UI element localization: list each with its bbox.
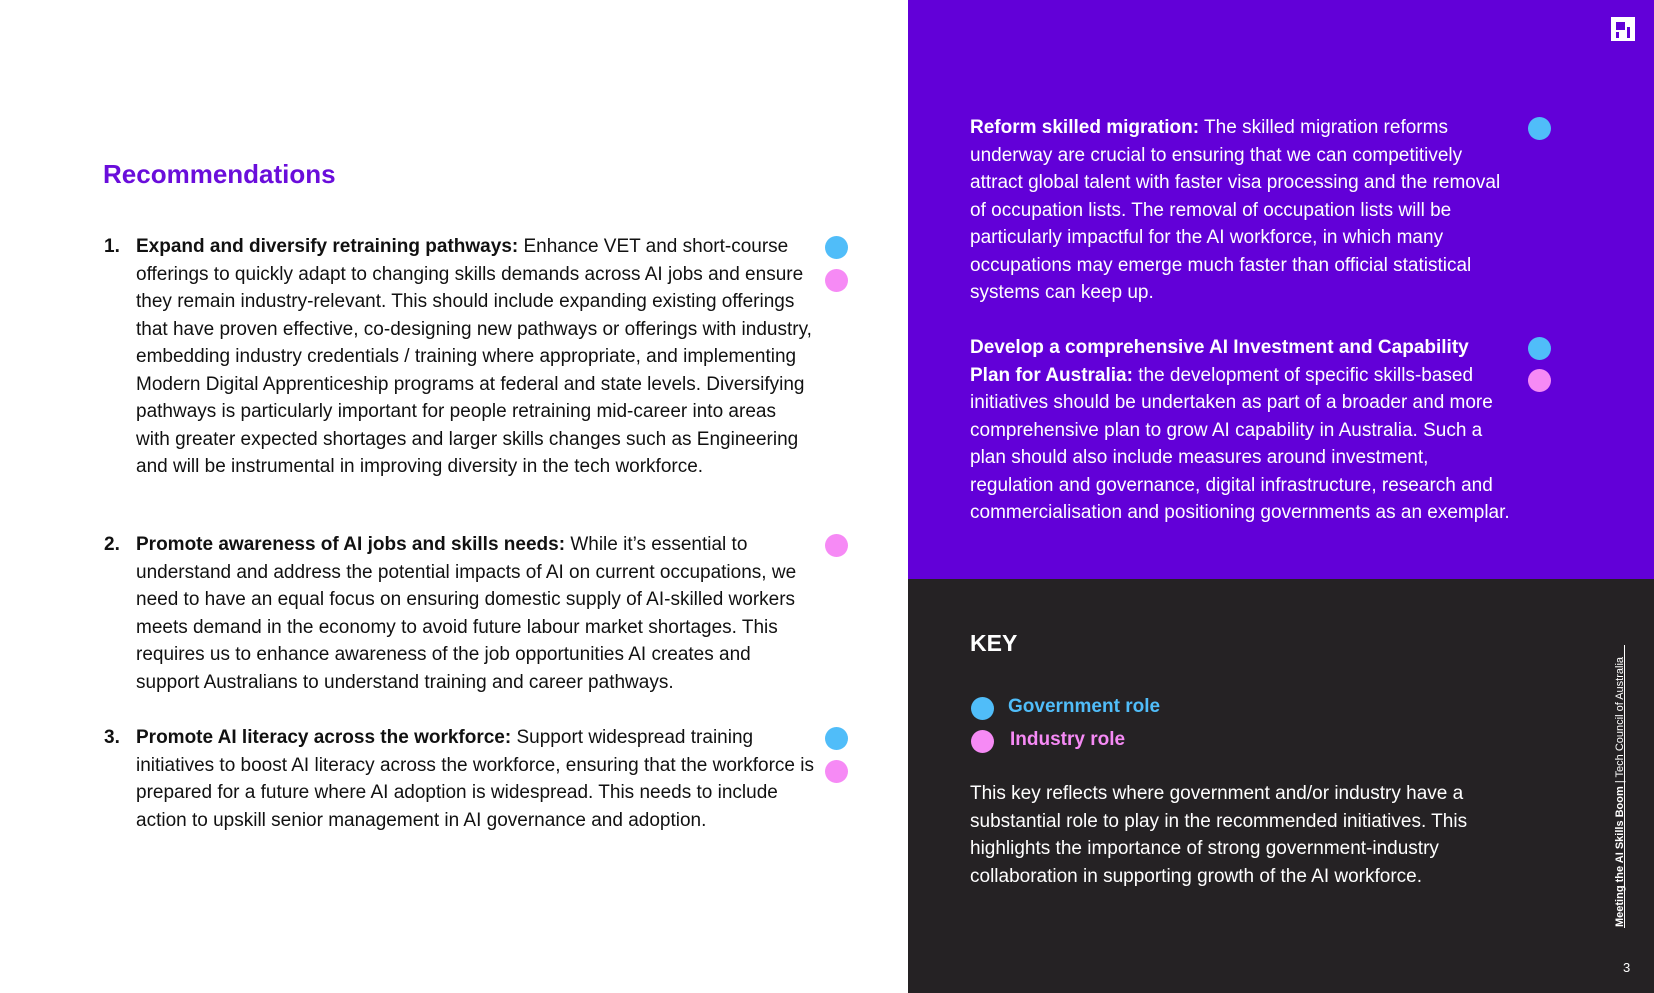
- footer-report-label: [1614, 657, 1626, 927]
- footer-separator: |: [1614, 777, 1626, 787]
- government-dot-icon: [825, 236, 848, 259]
- recommendation-item-2: [104, 531, 814, 696]
- industry-dot-icon: [1528, 369, 1551, 392]
- panel-recommendation-1: [970, 114, 1510, 307]
- recommendation-number: 3.: [104, 727, 120, 748]
- recommendation-text: Support widespread training initiatives to boost AI literacy across the workforce, ensuring that the workforce is prepared for a future where AI adoption is widespread. This needs to include action to upskill senior management in AI governance and adoption.: [136, 727, 814, 831]
- panel-recommendation-2: [970, 334, 1510, 527]
- tech-council-logo-icon: [1611, 17, 1635, 41]
- industry-dot-icon: [971, 730, 994, 753]
- panel-recommendation-text: the development of specific skills-based initiatives should be undertaken as part of a broader and more comprehensive plan to grow AI capability in Australia. Such a plan should also include measures around investment, regulation and governance, digital infrastructure, research and commercialisation and positioning governments as an exemplar.: [970, 364, 1510, 523]
- industry-dot-icon: [825, 269, 848, 292]
- panel-recommendation-title: Reform skilled migration:: [970, 117, 1200, 138]
- panel-recommendation-text: The skilled migration reforms underway are crucial to ensuring that we can competitively attract global talent with faster visa processing and the removal of occupation lists. The removal of occupation lists will be particularly impactful for the AI workforce, in which many occupations may emerge much faster than official statistical systems can keep up.: [970, 117, 1501, 303]
- panel-recommendation-title: Develop a comprehensive AI Investment and Capability Plan for Australia:: [970, 337, 1469, 386]
- recommendation-number: 2.: [104, 534, 120, 555]
- recommendation-item-1: [104, 233, 814, 481]
- government-dot-icon: [825, 727, 848, 750]
- key-title: KEY: [970, 630, 1018, 656]
- key-description: This key reflects where government and/or industry have a substantial role to play in the recommended initiatives. This highlights the importance of strong government-industry collaboration in supporting growth of the AI workforce.: [970, 783, 1468, 887]
- industry-dot-icon: [825, 534, 848, 557]
- government-dot-icon: [1528, 117, 1551, 140]
- page-number: 3: [1623, 960, 1631, 975]
- page-title: Recommendations: [103, 159, 336, 189]
- government-role-label: Government role: [1008, 696, 1161, 717]
- report-title: Meeting the AI Skills Boom: [1614, 786, 1626, 927]
- recommendation-text: Enhance VET and short-course offerings to quickly adapt to changing skills demands across AI jobs and ensure they remain industry-relevant. This should include expanding existing offerings that have proven effective, co-designing new pathways or offerings with industry, embedding industry credentials / training where appropriate, and implementing Modern Digital Apprenticeship programs at federal and state levels. Diversifying pathways is particularly important for people retraining mid-career into areas with greater expected shortages and larger skills changes such as Engineering and will be instrumental in improving diversity in the tech workforce.: [136, 236, 812, 477]
- recommendation-title: Promote AI literacy across the workforce:: [136, 727, 512, 748]
- organisation-name: Tech Council of Australia: [1614, 656, 1626, 778]
- industry-role-label: Industry role: [1010, 729, 1126, 750]
- recommendation-title: Promote awareness of AI jobs and skills needs:: [136, 534, 566, 555]
- industry-dot-icon: [825, 760, 848, 783]
- recommendation-text: While it’s essential to understand and address the potential impacts of AI on current occupations, we need to have an equal focus on ensuring domestic supply of AI-skilled workers meets demand in the economy to avoid future labour market shortages. This requires us to enhance awareness of the job opportunities AI creates and support Australians to understand training and career pathways.: [136, 534, 797, 693]
- recommendation-title: Expand and diversify retraining pathways:: [136, 236, 519, 257]
- government-dot-icon: [971, 697, 994, 720]
- recommendation-item-3: [104, 724, 814, 834]
- recommendation-number: 1.: [104, 236, 120, 257]
- government-dot-icon: [1528, 337, 1551, 360]
